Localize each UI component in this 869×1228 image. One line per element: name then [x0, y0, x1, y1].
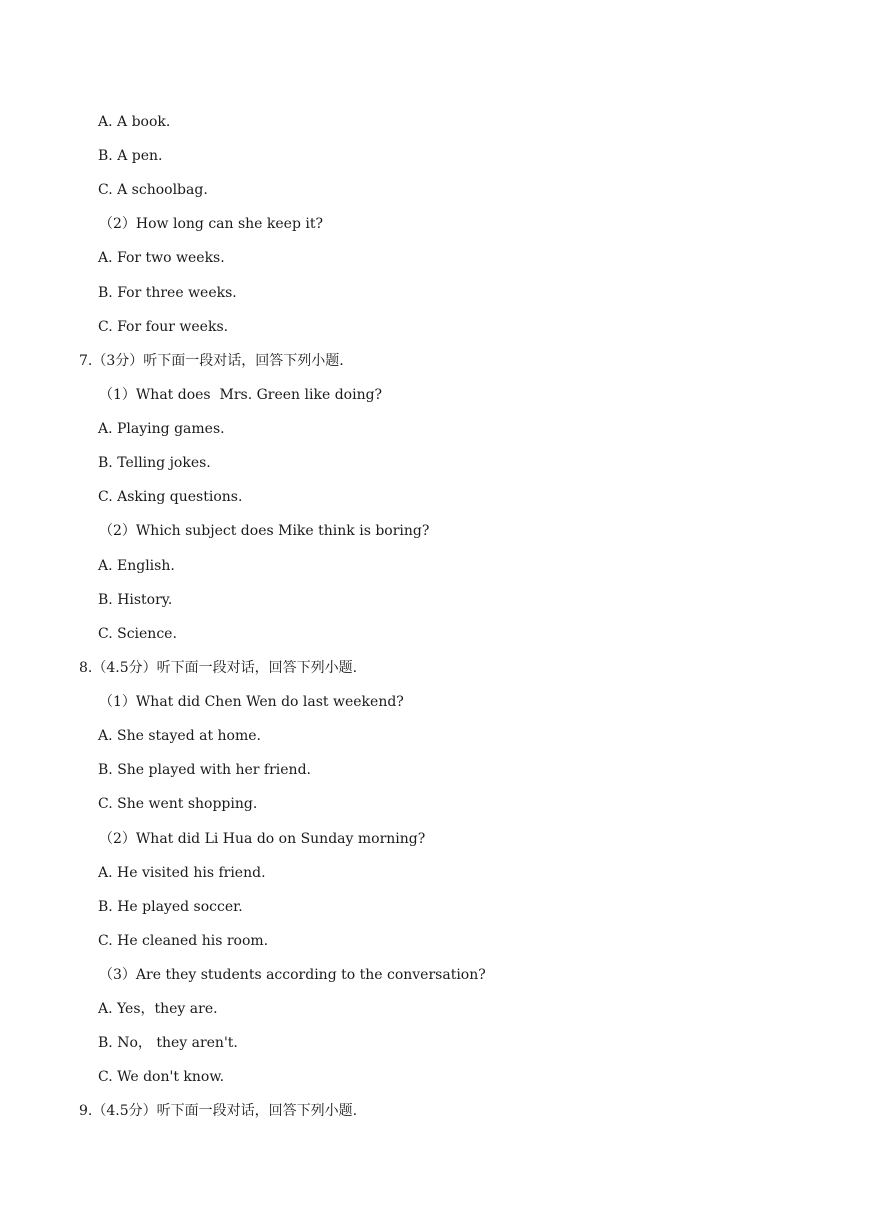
option-line: B. He played soccer. — [98, 899, 243, 915]
option-line: A. She stayed at home. — [98, 728, 261, 744]
subquestion-line: （2）How long can she keep it? — [99, 216, 323, 232]
option-line: B. She played with her friend. — [98, 762, 311, 778]
option-line: A. Yes，they are. — [98, 1001, 218, 1017]
subquestion-line: （1）What did Chen Wen do last weekend? — [99, 694, 404, 710]
option-line: C. We don't know. — [98, 1069, 225, 1085]
option-line: C. He cleaned his room. — [98, 933, 269, 949]
question-heading: 9.（4.5分）听下面一段对话，回答下列小题. — [79, 1103, 358, 1119]
option-line: B. History. — [98, 592, 173, 608]
option-line: C. She went shopping. — [98, 796, 258, 812]
option-line: A. A book. — [98, 114, 171, 130]
option-line: A. For two weeks. — [98, 250, 225, 266]
subquestion-line: （2）What did Li Hua do on Sunday morning? — [99, 831, 426, 847]
option-line: A. Playing games. — [98, 421, 225, 437]
option-line: B. Telling jokes. — [98, 455, 211, 471]
subquestion-line: （3）Are they students according to the conversation? — [99, 967, 486, 983]
option-line: B. For three weeks. — [98, 285, 237, 301]
option-line: C. A schoolbag. — [98, 182, 208, 198]
option-line: A. He visited his friend. — [98, 865, 266, 881]
question-heading: 8.（4.5分）听下面一段对话，回答下列小题. — [79, 660, 358, 676]
question-heading: 7.（3分）听下面一段对话，回答下列小题. — [79, 353, 344, 369]
option-line: C. Asking questions. — [98, 489, 243, 505]
option-line: B. A pen. — [98, 148, 163, 164]
option-line: C. For four weeks. — [98, 319, 229, 335]
option-line: B. No， they aren't. — [98, 1035, 238, 1051]
option-line: C. Science. — [98, 626, 177, 642]
subquestion-line: （1）What does Mrs. Green like doing? — [99, 387, 383, 403]
option-line: A. English. — [98, 558, 175, 574]
subquestion-line: （2）Which subject does Mike think is boring? — [99, 523, 430, 539]
